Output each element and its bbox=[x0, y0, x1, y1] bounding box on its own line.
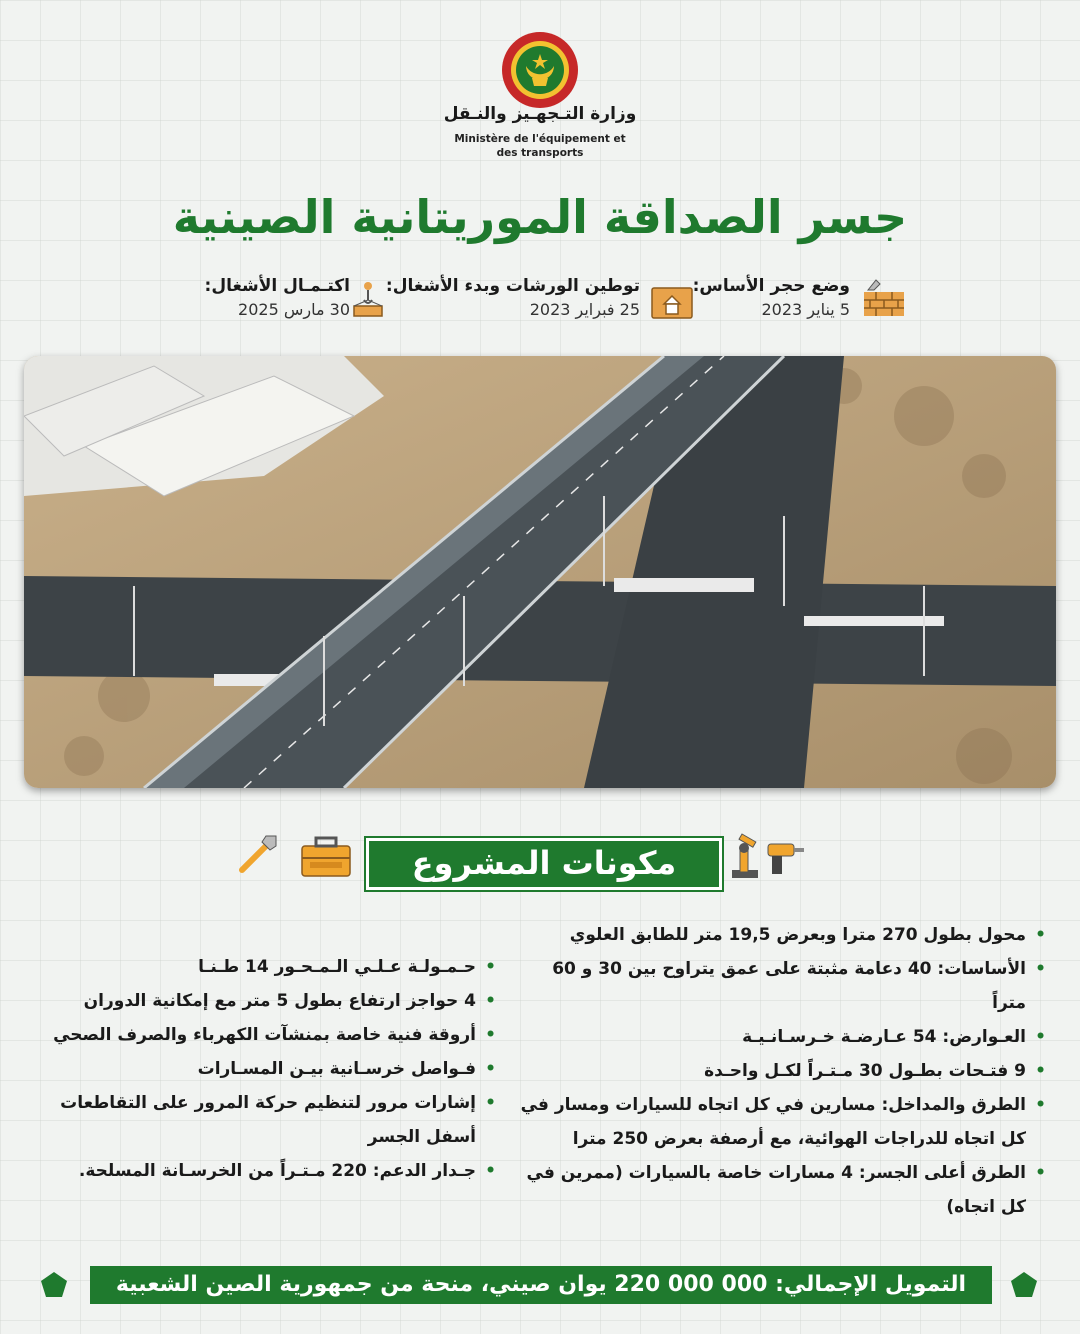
funding-banner: التمويل الإجمالي: 000 000 220 يوان صيني، منحة من جمهورية الصين الشعبية bbox=[90, 1266, 992, 1304]
list-item: • أروقة فنية خاصة بمنشآت الكهرباء والصرف الصحي bbox=[30, 1018, 500, 1052]
components-heading: مكونات المشروع bbox=[366, 838, 722, 890]
list-item: • 4 حواجز ارتفاع بطول 5 متر مع إمكانية الدوران bbox=[30, 984, 500, 1018]
drill-icon bbox=[764, 838, 806, 878]
components-list-right bbox=[520, 918, 1050, 1224]
ministry-seal-logo bbox=[500, 30, 580, 110]
list-item: • فـواصل خرسـانية بيـن المسـارات bbox=[30, 1052, 500, 1086]
milestone-date: 25 فبراير 2023 bbox=[529, 300, 640, 319]
milestone-date: 5 يناير 2023 bbox=[761, 300, 850, 319]
crane-icon bbox=[350, 280, 386, 320]
list-item: • الطرق والمداخل: مسارين في كل اتجاه للسيارات ومسار في كل اتجاه للدراجات الهوائية، مع أرصفة بعرض 250 مترا bbox=[520, 1088, 1050, 1156]
milestone-workshops bbox=[380, 276, 640, 326]
list-item: • محول بطول 270 مترا وبعرض 19,5 متر للطابق العلوي bbox=[520, 918, 1050, 952]
milestone-label: وضع حجر الأساس: bbox=[692, 276, 850, 296]
ministry-fr-line1: Ministère de l'équipement et bbox=[454, 133, 626, 145]
list-item: • 9 فتـحات بطـول 30 مـتـراً لكـل واحـدة bbox=[520, 1054, 1050, 1088]
ministry-name-arabic: وزارة التـجهـيز والنـقل bbox=[443, 104, 637, 124]
milestone-label: اكتـمـال الأشغال: bbox=[204, 276, 350, 296]
ministry-name-french bbox=[420, 132, 660, 160]
page-title: جسر الصداقة الموريتانية الصينية bbox=[172, 190, 908, 244]
list-item: • الأساسات: 40 دعامة مثبتة على عمق يتراوح بين 30 و 60 متراً bbox=[520, 952, 1050, 1020]
robot-arm-icon bbox=[728, 830, 762, 880]
list-item: • العـوارض: 54 عـارضـة خـرسـانـيـة bbox=[520, 1020, 1050, 1054]
milestone-label: توطين الورشات وبدء الأشغال: bbox=[385, 276, 640, 296]
list-item: • جـدار الدعم: 220 مـتـراً من الخرسـانة المسلحة. bbox=[30, 1154, 500, 1188]
toolbox-icon bbox=[300, 836, 352, 878]
wrench-icon bbox=[236, 830, 282, 876]
bricks-icon bbox=[862, 278, 906, 318]
list-item: • حـمـولـة عـلـي الـمـحـور 14 طـنـا bbox=[30, 950, 500, 984]
milestone-completion bbox=[140, 276, 350, 326]
ministry-fr-line2: des transports bbox=[496, 147, 584, 159]
pentagon-icon bbox=[40, 1271, 68, 1299]
components-list-left bbox=[30, 950, 500, 1188]
list-item: • إشارات مرور لتنظيم حركة المرور على التقاطعات أسفل الجسر bbox=[30, 1086, 500, 1154]
list-item: • الطرق أعلى الجسر: 4 مسارات خاصة بالسيارات (ممرين في كل اتجاه) bbox=[520, 1156, 1050, 1224]
workshop-icon bbox=[650, 282, 694, 320]
pentagon-icon bbox=[1010, 1271, 1038, 1299]
bridge-aerial-photo bbox=[24, 356, 1056, 788]
milestone-date: 30 مارس 2025 bbox=[238, 300, 350, 319]
